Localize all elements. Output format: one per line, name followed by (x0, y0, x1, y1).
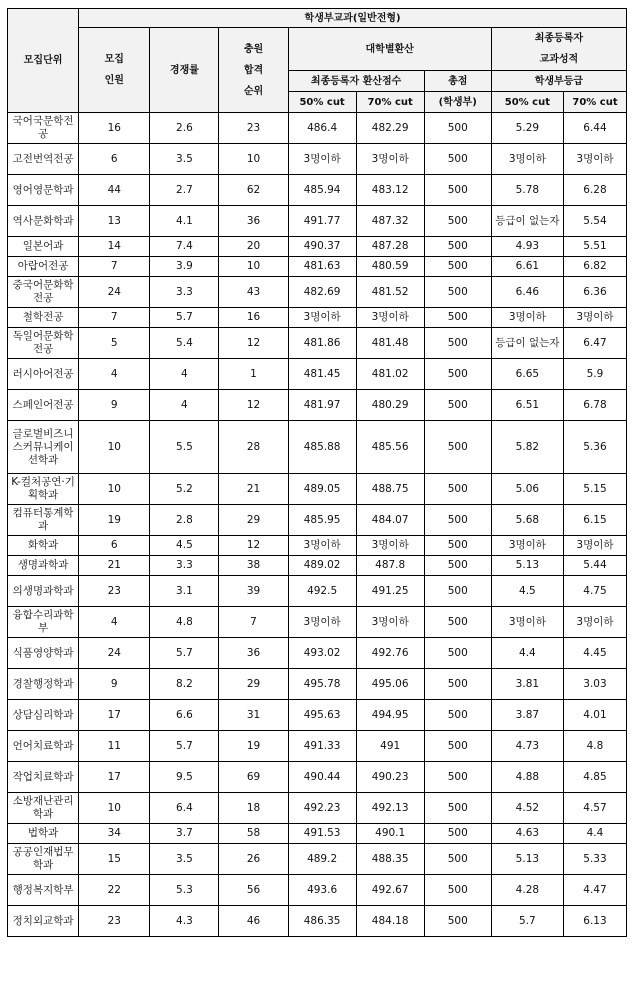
waitlist-rank: 29 (219, 669, 288, 700)
table-row (8, 359, 627, 390)
score-cut50: 491.53 (288, 824, 356, 844)
department-name: 생명과학과 (8, 556, 79, 576)
score-cut70: 483.12 (356, 175, 424, 206)
quota: 7 (79, 257, 150, 277)
score-cut50: 481.63 (288, 257, 356, 277)
competition-rate: 5.7 (150, 638, 219, 669)
grade-cut70: 5.33 (563, 844, 626, 875)
quota: 4 (79, 607, 150, 638)
score-cut50: 3명이하 (288, 607, 356, 638)
waitlist-rank: 28 (219, 421, 288, 474)
grade-cut50: 5.7 (491, 906, 563, 937)
waitlist-rank: 69 (219, 762, 288, 793)
header-grade-cut50: 50% cut (491, 92, 563, 113)
score-cut70: 482.29 (356, 113, 424, 144)
department-name: 글로벌비즈니스커뮤니케이션학과 (8, 421, 79, 474)
score-cut50: 495.63 (288, 700, 356, 731)
header-unit: 모집단위 (8, 9, 79, 113)
competition-rate: 8.2 (150, 669, 219, 700)
table-row (8, 824, 627, 844)
total-score: 500 (424, 421, 491, 474)
quota: 6 (79, 536, 150, 556)
grade-cut70: 6.36 (563, 277, 626, 308)
quota: 24 (79, 638, 150, 669)
total-score: 500 (424, 556, 491, 576)
department-name: 의생명과학과 (8, 576, 79, 607)
total-score: 500 (424, 474, 491, 505)
grade-cut70: 4.45 (563, 638, 626, 669)
quota: 6 (79, 144, 150, 175)
waitlist-rank: 39 (219, 576, 288, 607)
grade-cut50: 5.68 (491, 505, 563, 536)
grade-cut70: 4.85 (563, 762, 626, 793)
total-score: 500 (424, 824, 491, 844)
grade-cut70: 4.47 (563, 875, 626, 906)
department-name: 화학과 (8, 536, 79, 556)
waitlist-rank: 43 (219, 277, 288, 308)
quota: 23 (79, 906, 150, 937)
score-cut50: 486.4 (288, 113, 356, 144)
total-score: 500 (424, 113, 491, 144)
score-cut50: 490.44 (288, 762, 356, 793)
total-score: 500 (424, 638, 491, 669)
department-name: 일본어과 (8, 237, 79, 257)
competition-rate: 2.8 (150, 505, 219, 536)
table-row (8, 328, 627, 359)
table-row (8, 113, 627, 144)
score-cut50: 493.02 (288, 638, 356, 669)
total-score: 500 (424, 328, 491, 359)
grade-cut50: 5.78 (491, 175, 563, 206)
score-cut50: 485.95 (288, 505, 356, 536)
grade-cut70: 4.75 (563, 576, 626, 607)
quota: 19 (79, 505, 150, 536)
score-cut50: 489.02 (288, 556, 356, 576)
quota: 17 (79, 700, 150, 731)
score-cut70: 491.25 (356, 576, 424, 607)
score-cut50: 495.78 (288, 669, 356, 700)
department-name: 법학과 (8, 824, 79, 844)
header-grade-cut70: 70% cut (563, 92, 626, 113)
competition-rate: 2.7 (150, 175, 219, 206)
waitlist-rank: 21 (219, 474, 288, 505)
grade-cut70: 5.44 (563, 556, 626, 576)
competition-rate: 5.4 (150, 328, 219, 359)
quota: 4 (79, 359, 150, 390)
department-name: 역사문화학과 (8, 206, 79, 237)
table-row (8, 175, 627, 206)
score-cut70: 490.23 (356, 762, 424, 793)
score-cut70: 488.35 (356, 844, 424, 875)
waitlist-rank: 23 (219, 113, 288, 144)
grade-cut50: 4.5 (491, 576, 563, 607)
waitlist-rank: 38 (219, 556, 288, 576)
quota: 14 (79, 237, 150, 257)
grade-cut50: 등급이 없는자 (491, 206, 563, 237)
grade-cut70: 3.03 (563, 669, 626, 700)
waitlist-rank: 20 (219, 237, 288, 257)
total-score: 500 (424, 390, 491, 421)
quota: 13 (79, 206, 150, 237)
competition-rate: 3.5 (150, 844, 219, 875)
score-cut50: 485.88 (288, 421, 356, 474)
competition-rate: 4.5 (150, 536, 219, 556)
admission-results-table (7, 8, 627, 937)
table-row (8, 390, 627, 421)
table-row (8, 206, 627, 237)
table-header (8, 9, 627, 113)
table-row (8, 762, 627, 793)
competition-rate: 6.4 (150, 793, 219, 824)
waitlist-rank: 58 (219, 824, 288, 844)
quota: 24 (79, 277, 150, 308)
grade-cut50: 3명이하 (491, 536, 563, 556)
competition-rate: 3.5 (150, 144, 219, 175)
total-score: 500 (424, 875, 491, 906)
score-cut70: 492.13 (356, 793, 424, 824)
table-row (8, 875, 627, 906)
competition-rate: 5.3 (150, 875, 219, 906)
quota: 10 (79, 421, 150, 474)
total-score: 500 (424, 144, 491, 175)
admission-results-table-container (7, 8, 627, 937)
department-name: 경찰행정학과 (8, 669, 79, 700)
department-name: 식품영양학과 (8, 638, 79, 669)
score-cut50: 489.05 (288, 474, 356, 505)
score-cut50: 3명이하 (288, 308, 356, 328)
quota: 21 (79, 556, 150, 576)
header-quota: 모집 인원 (79, 28, 150, 113)
score-cut50: 490.37 (288, 237, 356, 257)
grade-cut70: 6.15 (563, 505, 626, 536)
quota: 10 (79, 474, 150, 505)
quota: 44 (79, 175, 150, 206)
grade-cut50: 5.82 (491, 421, 563, 474)
total-score: 500 (424, 731, 491, 762)
table-row (8, 144, 627, 175)
total-score: 500 (424, 308, 491, 328)
grade-cut50: 4.52 (491, 793, 563, 824)
department-name: 융합수리과학부 (8, 607, 79, 638)
competition-rate: 5.7 (150, 731, 219, 762)
department-name: 러시아어전공 (8, 359, 79, 390)
score-cut70: 491 (356, 731, 424, 762)
department-name: 독일어문화학전공 (8, 328, 79, 359)
score-cut70: 487.28 (356, 237, 424, 257)
grade-cut70: 5.51 (563, 237, 626, 257)
total-score: 500 (424, 762, 491, 793)
table-row (8, 505, 627, 536)
table-row (8, 237, 627, 257)
score-cut50: 481.97 (288, 390, 356, 421)
department-name: 중국어문화학전공 (8, 277, 79, 308)
grade-cut70: 3명이하 (563, 536, 626, 556)
score-cut70: 495.06 (356, 669, 424, 700)
total-score: 500 (424, 669, 491, 700)
score-cut70: 3명이하 (356, 607, 424, 638)
total-score: 500 (424, 277, 491, 308)
grade-cut70: 6.13 (563, 906, 626, 937)
grade-cut50: 4.93 (491, 237, 563, 257)
waitlist-rank: 12 (219, 536, 288, 556)
score-cut50: 482.69 (288, 277, 356, 308)
quota: 15 (79, 844, 150, 875)
table-body (8, 113, 627, 937)
score-cut70: 484.18 (356, 906, 424, 937)
grade-cut70: 5.15 (563, 474, 626, 505)
waitlist-rank: 29 (219, 505, 288, 536)
score-cut50: 481.86 (288, 328, 356, 359)
grade-cut50: 5.13 (491, 556, 563, 576)
grade-cut50: 6.65 (491, 359, 563, 390)
score-cut70: 485.56 (356, 421, 424, 474)
competition-rate: 4 (150, 390, 219, 421)
header-score-cut70: 70% cut (356, 92, 424, 113)
quota: 22 (79, 875, 150, 906)
score-cut70: 481.52 (356, 277, 424, 308)
department-name: 상담심리학과 (8, 700, 79, 731)
table-row (8, 556, 627, 576)
table-row (8, 669, 627, 700)
score-cut70: 494.95 (356, 700, 424, 731)
grade-cut50: 3명이하 (491, 308, 563, 328)
table-row (8, 474, 627, 505)
waitlist-rank: 18 (219, 793, 288, 824)
grade-cut50: 6.61 (491, 257, 563, 277)
competition-rate: 7.4 (150, 237, 219, 257)
total-score: 500 (424, 793, 491, 824)
grade-cut70: 3명이하 (563, 144, 626, 175)
total-score: 500 (424, 206, 491, 237)
competition-rate: 4.3 (150, 906, 219, 937)
score-cut50: 492.23 (288, 793, 356, 824)
score-cut50: 491.77 (288, 206, 356, 237)
table-row (8, 906, 627, 937)
grade-cut50: 6.51 (491, 390, 563, 421)
grade-cut50: 3.87 (491, 700, 563, 731)
competition-rate: 6.6 (150, 700, 219, 731)
grade-cut50: 3명이하 (491, 144, 563, 175)
score-cut70: 487.32 (356, 206, 424, 237)
grade-cut50: 4.63 (491, 824, 563, 844)
department-name: 스페인어전공 (8, 390, 79, 421)
competition-rate: 4.8 (150, 607, 219, 638)
department-name: 언어치료학과 (8, 731, 79, 762)
grade-cut50: 5.29 (491, 113, 563, 144)
waitlist-rank: 12 (219, 328, 288, 359)
header-group: 학생부교과(일반전형) (79, 9, 627, 28)
table-row (8, 308, 627, 328)
score-cut70: 3명이하 (356, 144, 424, 175)
total-score: 500 (424, 700, 491, 731)
header-grade-title: 최종등록자 교과성적 (491, 28, 626, 71)
score-cut50: 3명이하 (288, 536, 356, 556)
grade-cut70: 5.9 (563, 359, 626, 390)
competition-rate: 5.5 (150, 421, 219, 474)
quota: 11 (79, 731, 150, 762)
competition-rate: 4.1 (150, 206, 219, 237)
score-cut50: 489.2 (288, 844, 356, 875)
department-name: 영어영문학과 (8, 175, 79, 206)
table-row (8, 607, 627, 638)
total-score: 500 (424, 175, 491, 206)
table-row (8, 844, 627, 875)
table-row (8, 277, 627, 308)
total-score: 500 (424, 576, 491, 607)
waitlist-rank: 1 (219, 359, 288, 390)
total-score: 500 (424, 359, 491, 390)
quota: 34 (79, 824, 150, 844)
grade-cut50: 3명이하 (491, 607, 563, 638)
score-cut70: 3명이하 (356, 308, 424, 328)
score-cut70: 481.02 (356, 359, 424, 390)
score-cut70: 484.07 (356, 505, 424, 536)
grade-cut70: 6.44 (563, 113, 626, 144)
quota: 9 (79, 390, 150, 421)
score-cut50: 481.45 (288, 359, 356, 390)
grade-cut50: 등급이 없는자 (491, 328, 563, 359)
department-name: 국어국문학전공 (8, 113, 79, 144)
quota: 9 (79, 669, 150, 700)
grade-cut70: 4.4 (563, 824, 626, 844)
competition-rate: 3.3 (150, 556, 219, 576)
table-row (8, 257, 627, 277)
score-cut70: 492.76 (356, 638, 424, 669)
table-row (8, 576, 627, 607)
grade-cut50: 6.46 (491, 277, 563, 308)
table-row (8, 731, 627, 762)
competition-rate: 2.6 (150, 113, 219, 144)
grade-cut70: 5.36 (563, 421, 626, 474)
department-name: 고전번역전공 (8, 144, 79, 175)
waitlist-rank: 19 (219, 731, 288, 762)
score-cut70: 480.29 (356, 390, 424, 421)
score-cut70: 488.75 (356, 474, 424, 505)
total-score: 500 (424, 257, 491, 277)
score-cut70: 492.67 (356, 875, 424, 906)
header-final-score: 최종등록자 환산점수 (288, 71, 424, 92)
grade-cut70: 4.01 (563, 700, 626, 731)
total-score: 500 (424, 607, 491, 638)
score-cut70: 481.48 (356, 328, 424, 359)
grade-cut70: 3명이하 (563, 607, 626, 638)
total-score: 500 (424, 906, 491, 937)
grade-cut70: 6.78 (563, 390, 626, 421)
grade-cut70: 6.28 (563, 175, 626, 206)
table-row (8, 638, 627, 669)
total-score: 500 (424, 505, 491, 536)
grade-cut70: 4.57 (563, 793, 626, 824)
grade-cut50: 5.13 (491, 844, 563, 875)
score-cut50: 3명이하 (288, 144, 356, 175)
grade-cut50: 3.81 (491, 669, 563, 700)
score-cut50: 486.35 (288, 906, 356, 937)
header-total-sub: (학생부) (424, 92, 491, 113)
score-cut70: 480.59 (356, 257, 424, 277)
department-name: 아랍어전공 (8, 257, 79, 277)
score-cut50: 493.6 (288, 875, 356, 906)
score-cut70: 490.1 (356, 824, 424, 844)
header-waitlist: 충원 합격 순위 (219, 28, 288, 113)
score-cut50: 485.94 (288, 175, 356, 206)
competition-rate: 9.5 (150, 762, 219, 793)
competition-rate: 3.1 (150, 576, 219, 607)
competition-rate: 3.3 (150, 277, 219, 308)
header-competition: 경쟁률 (150, 28, 219, 113)
header-grade-sub: 학생부등급 (491, 71, 626, 92)
score-cut70: 487.8 (356, 556, 424, 576)
quota: 23 (79, 576, 150, 607)
waitlist-rank: 36 (219, 206, 288, 237)
department-name: 소방재난관리학과 (8, 793, 79, 824)
score-cut50: 492.5 (288, 576, 356, 607)
department-name: 공공인재법무학과 (8, 844, 79, 875)
department-name: 철학전공 (8, 308, 79, 328)
table-row (8, 700, 627, 731)
competition-rate: 3.9 (150, 257, 219, 277)
grade-cut70: 4.8 (563, 731, 626, 762)
total-score: 500 (424, 844, 491, 875)
grade-cut50: 4.4 (491, 638, 563, 669)
competition-rate: 5.7 (150, 308, 219, 328)
competition-rate: 5.2 (150, 474, 219, 505)
waitlist-rank: 26 (219, 844, 288, 875)
grade-cut70: 6.82 (563, 257, 626, 277)
total-score: 500 (424, 536, 491, 556)
quota: 16 (79, 113, 150, 144)
competition-rate: 4 (150, 359, 219, 390)
waitlist-rank: 31 (219, 700, 288, 731)
department-name: 작업치료학과 (8, 762, 79, 793)
grade-cut70: 6.47 (563, 328, 626, 359)
competition-rate: 3.7 (150, 824, 219, 844)
quota: 7 (79, 308, 150, 328)
grade-cut50: 4.73 (491, 731, 563, 762)
score-cut70: 3명이하 (356, 536, 424, 556)
quota: 5 (79, 328, 150, 359)
score-cut50: 491.33 (288, 731, 356, 762)
grade-cut50: 4.88 (491, 762, 563, 793)
waitlist-rank: 56 (219, 875, 288, 906)
waitlist-rank: 46 (219, 906, 288, 937)
waitlist-rank: 16 (219, 308, 288, 328)
department-name: 정치외교학과 (8, 906, 79, 937)
waitlist-rank: 10 (219, 144, 288, 175)
department-name: 컴퓨터통계학과 (8, 505, 79, 536)
waitlist-rank: 10 (219, 257, 288, 277)
waitlist-rank: 36 (219, 638, 288, 669)
department-name: 행정복지학부 (8, 875, 79, 906)
header-total: 총점 (424, 71, 491, 92)
grade-cut50: 5.06 (491, 474, 563, 505)
grade-cut70: 3명이하 (563, 308, 626, 328)
quota: 10 (79, 793, 150, 824)
header-conversion: 대학별환산 (288, 28, 491, 71)
grade-cut70: 5.54 (563, 206, 626, 237)
table-row (8, 536, 627, 556)
table-row (8, 793, 627, 824)
waitlist-rank: 7 (219, 607, 288, 638)
header-score-cut50: 50% cut (288, 92, 356, 113)
table-row (8, 421, 627, 474)
waitlist-rank: 62 (219, 175, 288, 206)
quota: 17 (79, 762, 150, 793)
total-score: 500 (424, 237, 491, 257)
waitlist-rank: 12 (219, 390, 288, 421)
grade-cut50: 4.28 (491, 875, 563, 906)
department-name: K-컬처공연·기획학과 (8, 474, 79, 505)
